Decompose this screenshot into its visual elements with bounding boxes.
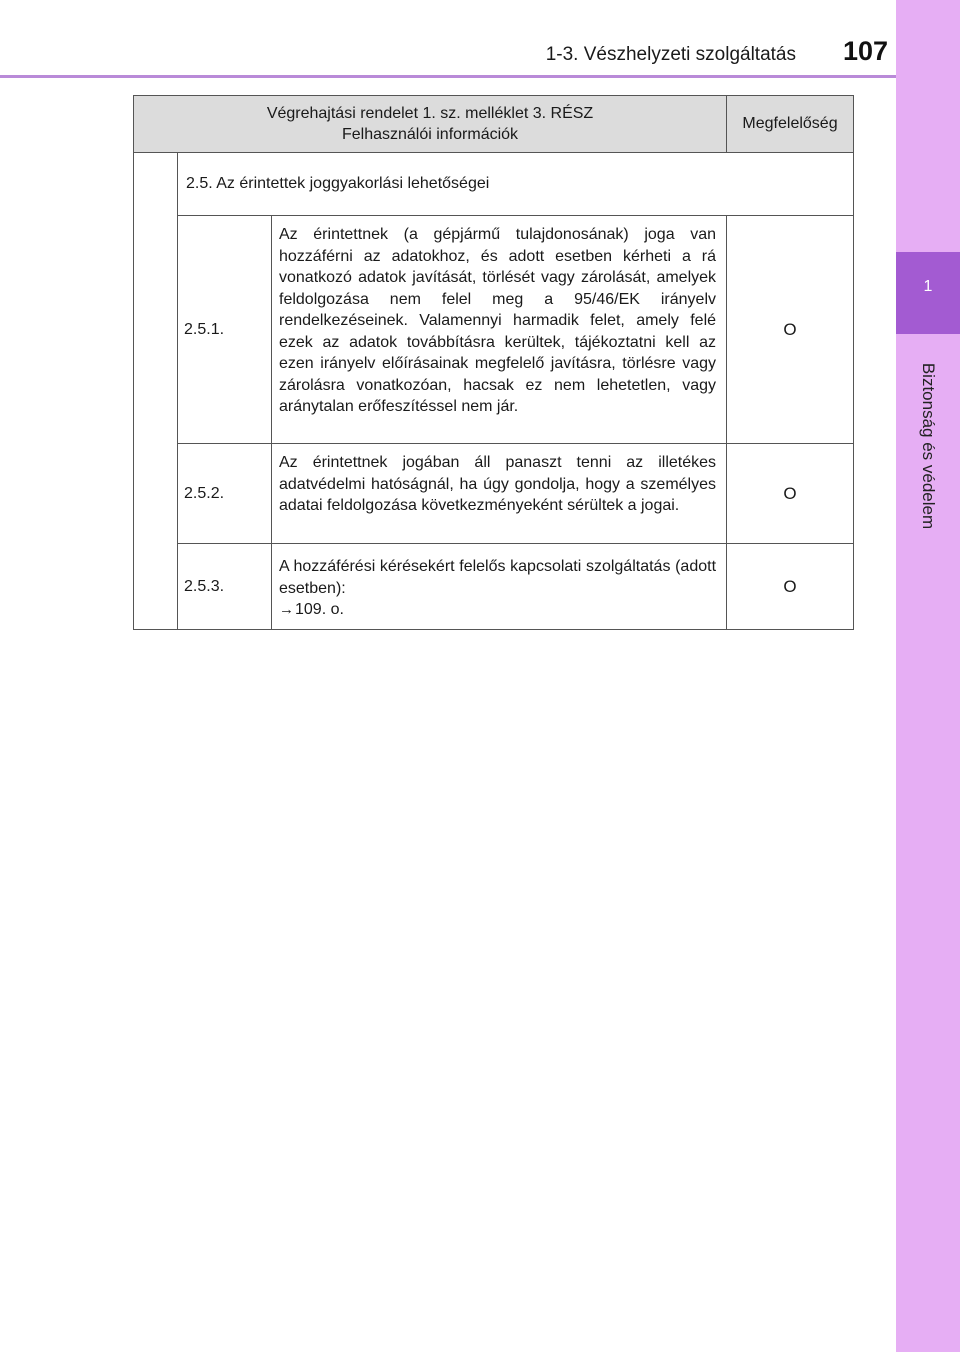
row-number: 2.5.3.: [178, 544, 272, 630]
table-header-title: [134, 96, 727, 153]
user-information-table: [133, 95, 854, 630]
row-number: 2.5.2.: [178, 444, 272, 544]
row-text-content: A hozzáférési kérésekért felelős kapcsolati szolgáltatás (adott esetben):: [279, 558, 717, 597]
table-row: [134, 544, 854, 630]
table-row: [134, 216, 854, 444]
section-row: [134, 153, 854, 216]
table-header-row: [134, 96, 854, 153]
arrow-right-icon: →: [279, 601, 294, 618]
table-header-line1: Végrehajtási rendelet 1. sz. melléklet 3. RÉSZ: [266, 104, 594, 122]
indent-column: [134, 153, 178, 630]
header-divider: [0, 75, 896, 78]
chapter-side-tab: [896, 0, 960, 1352]
table-row: [134, 444, 854, 544]
table-header-compliance: Megfelelőség: [727, 96, 854, 153]
page-reference-text: 109. o.: [295, 601, 344, 618]
page-reference[interactable]: [279, 599, 716, 621]
chapter-number-tab[interactable]: 1: [896, 252, 960, 334]
section-title-cell: 2.5. Az érintettek joggyakorlási lehetőségei: [178, 153, 854, 216]
page-number: 107: [842, 36, 888, 66]
row-text: [272, 544, 727, 630]
section-title: 1-3. Vészhelyzeti szolgáltatás: [545, 44, 796, 65]
row-compliance: O: [727, 216, 854, 444]
row-text-content: Az érintettnek (a gépjármű tulajdonosának) joga van hozzáférni az adatokhoz, és adott esetben kérheti a rá vonatkozó adatok javítását, törlését vagy zárolását, amelyek feldolgozása nem felel meg a 95/46/EK irányelv rendelkezéseinek. Valamennyi harmadik felet, amely felé ezek az adatok továbbításra kerültek, tájékoztatni kell az ezen irányelv előírásainak megfelelő javításra, törlésre vagy zárolásra vonatkozóan, hacsak ez nem lehetetlen, vagy aránytalan erőfeszítéssel nem jár.: [279, 226, 717, 415]
chapter-label-text: Biztonság és védelem: [919, 362, 938, 530]
row-text: [272, 444, 727, 544]
row-text-content: Az érintettnek jogában áll panaszt tenni az illetékes adatvédelmi hatóságnál, ha úgy gondolja, hogy a személyes adatai feldolgozása következményeként sérültek a jogai.: [279, 454, 717, 514]
table-header-line2: Felhasználói információk: [341, 126, 519, 143]
row-compliance: O: [727, 544, 854, 630]
row-number: 2.5.1.: [178, 216, 272, 444]
row-compliance: O: [727, 444, 854, 544]
row-text: [272, 216, 727, 444]
